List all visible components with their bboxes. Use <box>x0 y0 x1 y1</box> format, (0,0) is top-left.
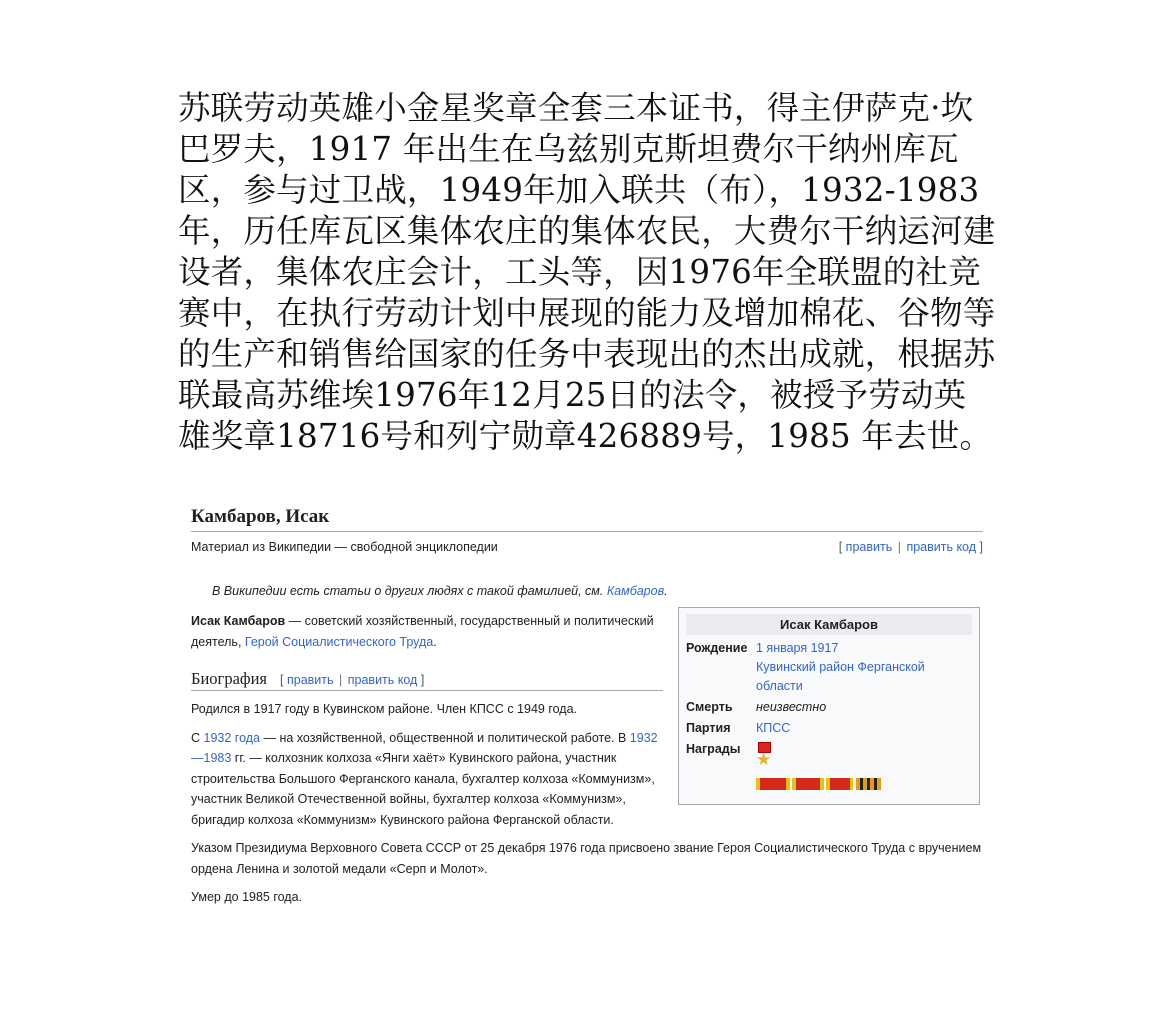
infobox-row-birth <box>686 639 972 696</box>
hatnote <box>212 584 983 598</box>
gold-star-icon: ★ <box>756 750 772 769</box>
wiki-article <box>191 506 983 908</box>
intro-paragraph: 苏联劳动英雄小金星奖章全套三本证书，得主伊萨克·坎巴罗夫，1917 年出生在乌兹别克斯坦费尔干纳州库瓦区，参与过卫战，1949年加入联共（布），1932-1983年，历任库瓦区集体农庄的集体农民，大费尔干纳运河建设者，集体农庄会计，工头等，因1976年全联盟的社竞赛中，在执行劳动计划中展现的能力及增加棉花、谷物等的生产和销售给国家的任务中表现出的杰出成就，根据苏联最高苏维埃1976年12月25日的法令，被授予劳动英雄奖章18716号和列宁勋章426889号，1985 年去世。 <box>178 89 996 455</box>
page-edit-links <box>839 540 983 554</box>
birth-label: Рождение <box>686 641 748 655</box>
content-row <box>191 611 983 908</box>
bio2-text-2: — на хозяйственной, общественной и политической работе. В <box>260 730 630 745</box>
death-value-text: неизвестно <box>756 700 827 714</box>
subtitle-row <box>191 540 983 554</box>
bracket-close: ] <box>979 540 983 554</box>
page-title: Камбаров, Исак <box>191 506 983 532</box>
death-label: Смерть <box>686 700 733 714</box>
bio-paragraph-4: Умер до 1985 года. <box>191 890 303 904</box>
section-edit-code-link[interactable]: править код <box>347 673 418 687</box>
infobox-title: Исак Камбаров <box>686 614 972 635</box>
hatnote-link[interactable]: Камбаров <box>606 584 665 598</box>
awards-label: Награды <box>686 742 741 756</box>
infobox-row-party <box>686 719 972 738</box>
infobox <box>678 607 980 805</box>
section-biography-heading <box>191 669 663 691</box>
year-1932-short-link[interactable]: 1932 <box>629 730 658 745</box>
section-edit-link[interactable]: править <box>286 673 334 687</box>
infobox-row-awards <box>686 740 972 790</box>
section-title: Биография <box>191 669 268 688</box>
party-link[interactable]: КПСС <box>756 721 791 735</box>
separator: | <box>897 540 901 554</box>
bracket-close: ] <box>420 673 425 687</box>
subject-name: Исак Камбаров <box>191 614 286 628</box>
party-value <box>756 719 972 738</box>
hero-star-medal-icon[interactable] <box>756 742 772 772</box>
death-value <box>756 698 972 717</box>
lead-text: — советский хозяйственный, государственный и политический деятель, <box>191 614 654 649</box>
lead-paragraph <box>191 611 663 653</box>
bio2-text-1: С <box>191 730 204 745</box>
edit-code-link[interactable]: править код <box>906 540 977 554</box>
bracket-open: [ <box>838 540 843 554</box>
page-subtitle: Материал из Википедии — свободной энциклопедии <box>191 540 498 554</box>
hatnote-text: В Википедии есть статьи о других людях с такой фамилией, см. <box>212 584 607 598</box>
infobox-row-death <box>686 698 972 717</box>
lead-end: . <box>433 635 437 649</box>
hero-link[interactable]: Герой Социалистического Труда <box>244 635 434 649</box>
section-edit-links <box>280 673 424 687</box>
ribbon-bar-icon[interactable] <box>756 778 972 790</box>
party-label: Партия <box>686 721 731 735</box>
year-dash: — <box>191 751 204 765</box>
bio-paragraph-2 <box>191 728 667 831</box>
birth-value <box>756 639 972 696</box>
edit-link[interactable]: править <box>845 540 893 554</box>
year-1932-link[interactable]: 1932 года <box>203 730 260 745</box>
hatnote-end: . <box>664 584 668 598</box>
year-1983-link[interactable]: 1983 <box>203 751 232 765</box>
birth-date-link[interactable]: 1 января 1917 <box>756 641 839 655</box>
bracket-open: [ <box>280 673 284 687</box>
bio-paragraph-1: Родился в 1917 году в Кувинском районе. Член КПСС с 1949 года. <box>191 702 578 716</box>
separator: | <box>339 673 343 687</box>
bio-paragraph-3: Указом Президиума Верховного Совета СССР от 25 декабря 1976 года присвоено звание Героя Социалистического Труда с вручением ордена Ленина и золотой медали «Серп и Молот». <box>191 841 982 876</box>
bio2-text-3: гг. — колхозник колхоза «Янги хаёт» Кувинского района, участник строительства Большого Ферганского канала, бухгалтер колхоза «Коммунизм», участник Великой Отечественной войны, бухгалтер колхоза «Коммунизм», бригадир колхоза «Коммунизм» Кувинского района Ферганской области. <box>191 751 655 827</box>
birth-place-link[interactable]: Кувинский район Ферганской области <box>756 660 925 693</box>
awards-value <box>756 740 972 790</box>
